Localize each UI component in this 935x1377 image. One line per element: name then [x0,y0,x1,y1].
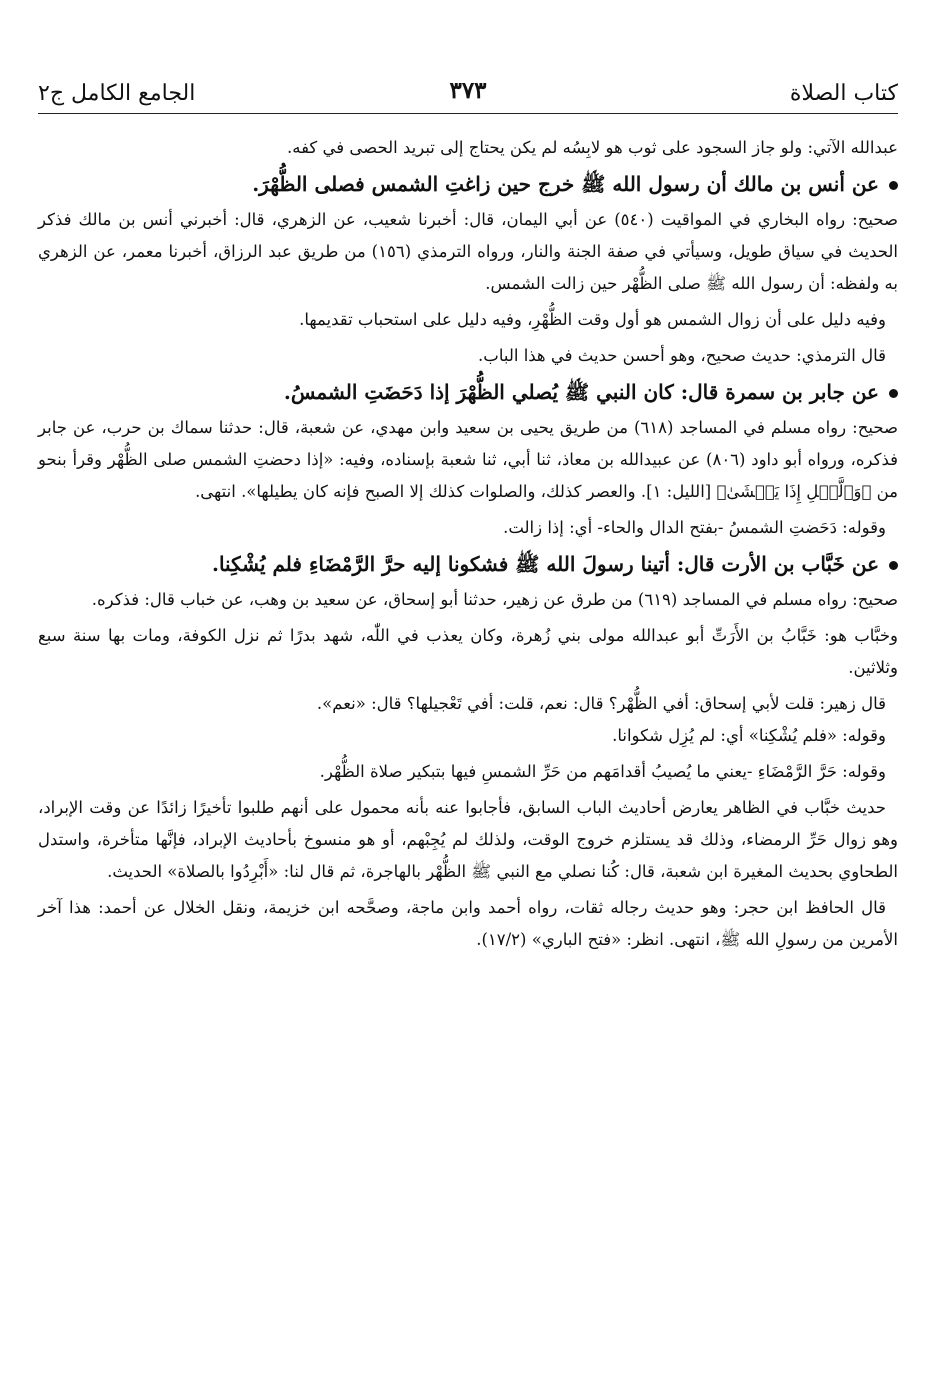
hadith-body: عن جابر بن سمرة قال: كان النبي ﷺ يُصلي الظُّهْرَ إذا دَحَضَتِ الشمسُ. [283,380,879,404]
commentary-paragraph: قال زهير: قلت لأبي إسحاق: أفي الظُّهْر؟ قال: نعم، قلت: أفي تَعْجيلها؟ قال: «نعم». [316,694,886,713]
paragraph: عبدالله الآتي: ولو جاز السجود على ثوب هو لابِسُه لم يكن يحتاج إلى تبريد الحصى في كفه. [286,138,898,157]
hadith-body: عن خَبَّاب بن الأرت قال: أتينا رسولَ الله ﷺ فشكونا إليه حرَّ الرَّمْضَاءِ فلم يُشْكِنا. [211,552,879,576]
takhrij-paragraph: صحيح: رواه مسلم في المساجد (٦١٨) من طريق يحيى بن سعيد وابن مهدي، عن شعبة، قال: حدثنا سماك بن حرب، عن جابر فذكره، ورواه أبو داود (٨٠٦) عن عبيدالله بن معاذ، ثنا أبي، ثنا شعبة بإسناده، وفيه: «إذا دحضتِ الشمس صلى الظُّهْر وقرأ بنحو من ﴿وَٱلَّيۡلِ إِذَا يَغۡشَىٰ﴾ [الليل: ١]. والعصر كذلك، والصلوات كذلك إلا الصبح فإنه كان يطيلها». انتهى. [38,418,899,501]
running-header [38,66,898,106]
commentary-paragraph: قال الترمذي: حديث صحيح، وهو أحسن حديث في هذا الباب. [478,346,886,365]
bullet-icon [889,389,898,398]
commentary-paragraph: قال الحافظ ابن حجر: وهو حديث رجاله ثقات، رواه أحمد وابن ماجة، وصحَّحه ابن خزيمة، ونقل الخلال عن أحمد: هذا آخر الأمرين من رسولِ الله ﷺ، انتهى. انظر: «فتح الباري» (١٧/٢). [38,898,898,949]
bullet-icon [889,181,898,190]
takhrij-paragraph: صحيح: رواه البخاري في المواقيت (٥٤٠) عن أبي اليمان، قال: أخبرنا شعيب، عن الزهري، قال: أخبرني أنس بن مالك فذكر الحديث في سياق طويل، وسيأتي في صفة الجنة والنار، ورواه الترمذي (١٥٦) من طريق عبد الرزاق، أخبرنا معمر، عن الزهري به ولفظه: أن رسول الله ﷺ صلى الظُّهْر حين زالت الشمس. [38,210,898,293]
bullet-icon [889,561,898,570]
hadith-text [38,164,898,204]
takhrij-paragraph: صحيح: رواه مسلم في المساجد (٦١٩) من طرق عن زهير، حدثنا أبو إسحاق، عن سعيد بن وهب، عن خباب قال: فذكره. [91,590,898,609]
commentary-paragraph: وقوله: حَرَّ الرَّمْضَاءِ -يعني ما يُصيبُ أقدامَهم من حَرِّ الشمسِ فيها بتبكير صلاة الظُّهْر. [319,762,886,781]
commentary-paragraph: وفيه دليل على أن زوال الشمس هو أول وقت الظُّهْرِ، وفيه دليل على استحباب تقديمها. [299,310,886,329]
book-page [38,0,898,1377]
chapter-title: كتاب الصلاة [789,81,898,106]
header-rule [38,113,898,114]
commentary-paragraph: وخبَّاب هو: خَبَّابُ بن الأَرَتِّ أبو عبدالله مولى بني زُهرة، وكان يعذب في اللّٰه، شهد بدرًا ثم نزل الكوفة، ومات بها سنة سبع وثلاثين. [38,626,898,677]
hadith-text [38,544,898,584]
page-content [38,132,898,956]
commentary-paragraph: وقوله: دَحَضتِ الشمسُ -بفتح الدال والحاء- أي: إذا زالت. [503,518,886,537]
hadith-text [38,372,898,412]
book-title: الجامع الكامل ج٢ [38,81,196,106]
commentary-paragraph: حديث خبَّاب في الظاهر يعارض أحاديث الباب السابق، فأجابوا عنه بأنه محمول على أنهم طلبوا تأخيرًا زائدًا عن وقت الإبراد، وهو زوال حَرِّ الرمضاء، وذلك قد يستلزم خروج الوقت، ولذلك لم يُجِبْهم، أو هو منسوخ بأحاديث الإبراد، فإنَّها متأخرة، واستدل الطحاوي بحديث المغيرة ابن شعبة، قال: كُنا نصلي مع النبي ﷺ الظُّهْر بالهاجرة، ثم قال لنا: «أَبْرِدُوا بالصلاة» الحديث. [38,798,898,881]
commentary-paragraph: وقوله: «فلم يُشْكِنا» أي: لم يُزِل شكوانا. [612,726,886,745]
page-number: ٣٧٣ [449,77,487,104]
hadith-body: عن أنس بن مالك أن رسول الله ﷺ خرج حين زاغتِ الشمس فصلى الظُّهْرَ. [252,172,879,196]
